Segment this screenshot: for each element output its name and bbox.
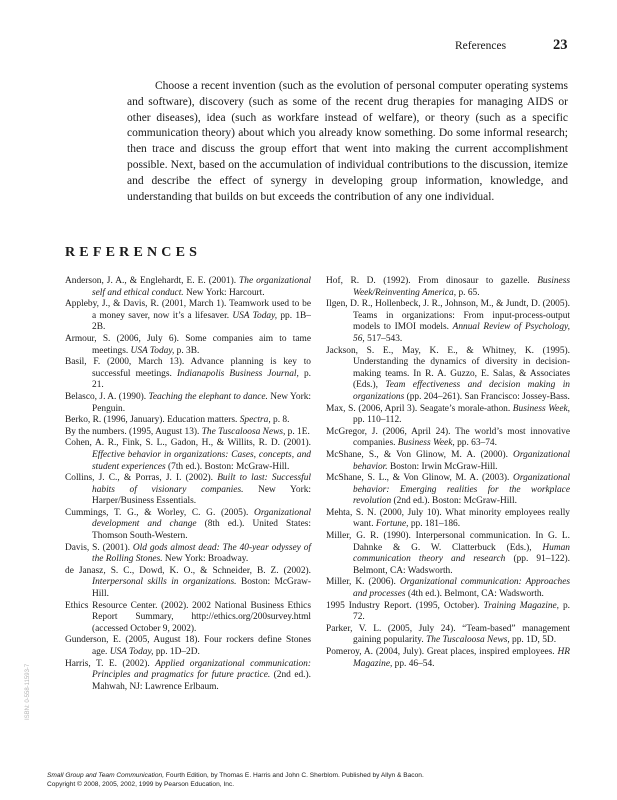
reference-entry <box>326 508 570 531</box>
reference-text: (7th ed.). Boston: McGraw-Hill. <box>165 461 290 472</box>
reference-title: Applied organizational communication: Principles and pragmatics for future practice. <box>92 658 311 681</box>
reference-title: The Tuscaloosa News, <box>201 426 286 437</box>
reference-text: p. 8. <box>270 415 290 426</box>
reference-text: pp. 1D, 5D. <box>509 635 557 646</box>
reference-text: pp. 110–112. <box>353 415 402 426</box>
reference-text: Ethics Resource Center. (2002). 2002 National Business Ethics Report Summary, http://ethics.org/200survey.html (accessed October 9, 2002). <box>65 600 311 634</box>
reference-entry <box>65 392 311 415</box>
reference-text: By the numbers. (1995, August 13). <box>65 426 202 437</box>
reference-text: 1995 Industry Report. (1995, October). <box>326 600 484 611</box>
reference-entry <box>65 473 311 508</box>
reference-entry <box>326 473 570 508</box>
reference-title: Effective behavior in organizations: Cases, concepts, and student experiences <box>92 449 311 472</box>
reference-text: McShane, S. L., & Von Glinow, M. A. (2003). <box>326 473 514 484</box>
reference-text: Armour, S. (2006, July 6). Some companies aim to tame meetings. <box>65 333 311 356</box>
reference-text: Cohen, A. R., Fink, S. L., Gadon, H., & Willits, R. D. (2001). <box>65 438 311 449</box>
reference-entry <box>65 276 311 299</box>
reference-text: Ilgen, D. R., Hollenbeck, J. R., Johnson, M., & Jundt, D. (2005). Teams in organizations: From input-process-output models to IMOI models. <box>326 299 570 333</box>
reference-entry <box>326 404 570 427</box>
running-header: References <box>455 40 507 52</box>
reference-entry <box>65 334 311 357</box>
reference-title: Organizational behavior. <box>353 449 570 472</box>
reference-title: Business Week, <box>397 438 455 449</box>
reference-title: The Tuscaloosa News, <box>426 635 510 646</box>
reference-entry <box>65 601 311 636</box>
footer-copyright: Copyright © 2008, 2005, 2002, 1999 by Pearson Education, Inc. <box>47 780 235 788</box>
reference-entry <box>326 276 570 299</box>
reference-text: McShane, S., & Von Glinow, M. A. (2000). <box>326 449 514 460</box>
reference-text: New York: Harcourt. <box>183 287 265 298</box>
references-heading: REFERENCES <box>65 245 202 260</box>
reference-entry <box>65 635 311 658</box>
reference-entry <box>326 299 570 345</box>
reference-entry <box>326 647 570 670</box>
reference-entry <box>326 531 570 577</box>
reference-title: Organizational behavior: Emerging realities for the workplace revolution <box>353 473 570 507</box>
reference-title: Human communication theory and research <box>353 542 570 565</box>
reference-title: Training Magazine, <box>483 600 560 611</box>
reference-text: (2nd ed.). Mahwah, NJ: Lawrence Erlbaum. <box>92 670 311 692</box>
reference-text: Harris, T. E. (2002). <box>65 658 156 669</box>
reference-text: New York: Harper/Business Essentials. <box>92 484 311 507</box>
reference-title: Organizational development and change <box>92 507 311 530</box>
reference-entry <box>326 624 570 647</box>
reference-text: Davis, S. (2001). <box>65 542 133 553</box>
reference-text: Pomeroy, A. (2004, July). Great places, inspired employees. <box>326 647 558 657</box>
reference-text: Jackson, S. E., May, K. E., & Whitney, K. (1995). Understanding the dynamics of diversity in decision-making teams. In R. A. Guzzo, E. Salas, & Associates (Eds.), <box>326 345 570 391</box>
reference-title: Organizational communication: Approaches and processes <box>353 577 570 600</box>
reference-text: Mehta, S. N. (2000, July 10). What minority employees really want. <box>326 507 570 530</box>
reference-title: USA Today, <box>109 647 154 657</box>
reference-text: Miller, K. (2006). <box>326 577 400 588</box>
reference-text: Cummings, T. G., & Worley, C. G. (2005). <box>65 507 255 518</box>
reference-title: USA Today, <box>232 310 278 321</box>
reference-text: 517–543. <box>364 333 403 344</box>
reference-title: Business Week, <box>512 403 571 414</box>
reference-entry <box>326 601 570 624</box>
reference-entry <box>326 577 570 600</box>
reference-title: HR Magazine, <box>353 647 570 669</box>
reference-entry <box>65 299 311 334</box>
reference-text: Parker, V. L. (2005, July 24). “Team-based” management gaining popularity. <box>326 623 570 646</box>
reference-entry <box>65 438 311 473</box>
reference-title: Interpersonal skills in organizations. <box>92 577 237 588</box>
reference-text: p. 3B. <box>174 345 200 356</box>
reference-entry <box>65 659 311 694</box>
reference-text: McGregor, J. (2006, April 24). The world’s most innovative companies. <box>326 426 570 449</box>
reference-entry <box>65 508 311 543</box>
reference-title: USA Today, <box>130 345 175 356</box>
reference-entry <box>326 346 570 404</box>
reference-text: de Janasz, S. C., Dowd, K. O., & Schneider, B. Z. (2002). <box>65 565 311 576</box>
reference-text: New York: Broadway. <box>162 554 249 565</box>
footer-book-title: Small Group and Team Communication, <box>47 772 165 779</box>
reference-text: Hof, R. D. (1992). From dinosaur to gazelle. <box>326 276 538 286</box>
reference-title: The organizational self and ethical conduct. <box>92 276 311 298</box>
reference-entry <box>65 357 311 392</box>
reference-text: pp. 63–74. <box>454 438 497 449</box>
reference-title: Teaching the elephant to dance. <box>148 391 268 402</box>
reference-text: p. 21. <box>92 368 312 391</box>
page-number: 23 <box>553 37 568 53</box>
footer-citation <box>47 772 587 781</box>
reference-text: Belasco, J. A. (1990). <box>65 391 149 402</box>
reference-entry <box>326 450 570 473</box>
reference-text: (pp. 204–261). San Francisco: Jossey-Bass. <box>404 391 570 402</box>
reference-text: pp. 181–186. <box>408 519 461 530</box>
reference-entry <box>65 427 311 439</box>
reference-text: Boston: Irwin McGraw-Hill. <box>387 461 498 472</box>
reference-title: Business Week/Reinventing America, <box>353 276 570 298</box>
reference-text: Miller, G. R. (1990). Interpersonal communication. In G. L. Dahnke & G. W. Clatterbuck (Eds.), <box>326 531 570 553</box>
reference-text: Basil, F. (2000, March 13). Advance planning is key to successful meetings. <box>65 357 311 379</box>
reference-text: Berko, R. (1996, January). Education matters. <box>65 415 240 426</box>
reference-title: Old gods almost dead: The 40-year odyssey of the Rolling Stones. <box>92 542 311 565</box>
reference-entry <box>65 543 311 566</box>
reference-text: Max, S. (2006, April 3). Seagate’s morale-athon. <box>326 403 513 414</box>
reference-title: Team effectiveness and decision making in organizations <box>353 380 570 402</box>
reference-text: (4th ed.). Belmont, CA: Wadsworth. <box>405 589 544 600</box>
reference-text: (8th ed.). United States: Thomson South-Western. <box>92 519 311 542</box>
references-left-column <box>65 276 311 693</box>
reference-text: New York: Penguin. <box>92 391 311 414</box>
reference-text: pp. 1D–2D. <box>153 647 200 657</box>
reference-text: pp. 1B–2B. <box>92 310 311 333</box>
reference-text: Anderson, J. A., & Englehardt, E. E. (2001). <box>65 276 240 286</box>
reference-text: p. 1E. <box>285 426 310 437</box>
reference-text: Collins, J. C., & Porras, J. I. (2002). <box>65 473 218 484</box>
reference-text: Gunderson, E. (2005, August 18). Four rockers define Stones age. <box>65 635 311 657</box>
reference-text: p. 65. <box>456 287 480 298</box>
reference-title: Fortune, <box>375 519 409 530</box>
references-right-column <box>326 276 570 670</box>
reference-text: pp. 46–54. <box>392 658 435 669</box>
reference-text: Appleby, J., & Davis, R. (2001, March 1). Teamwork used to be a money saver, now it’s a lifesaver. <box>65 299 311 321</box>
reference-title: Indianapolis Business Journal, <box>176 368 299 379</box>
reference-text: Boston: McGraw-Hill. <box>92 577 311 600</box>
isbn-watermark: ISBN: 0-558-11593-7 <box>25 663 31 720</box>
reference-title: Built to last: Successful habits of visionary companies. <box>92 473 311 495</box>
reference-title: Annual Review of Psychology, 56, <box>353 322 570 344</box>
reference-title: Spectra, <box>239 415 271 426</box>
reference-entry <box>326 427 570 450</box>
reference-entry <box>65 415 311 427</box>
reference-entry <box>65 566 311 601</box>
reference-text: (pp. 91–122). Belmont, CA: Wadsworth. <box>353 554 571 576</box>
reference-text: p. 72. <box>353 600 571 623</box>
exercise-paragraph: Choose a recent invention (such as the evolution of personal computer operating systems and software), discovery (such as some of the recent drug therapies for managing AIDS or other diseases), idea (such as workfare instead of welfare), or theory (such as a specific communication theory) about which you already know something. Do some informal research; then trace and discuss the group effort that went into making the current accomplishment possible. Next, based on the accumulation of individual contributions to the discussion, itemize and describe the effect of synergy in developing group information, knowledge, and understanding that builds on but exceeds the contribution of any one individual. <box>127 80 568 203</box>
reference-text: (2nd ed.). Boston: McGraw-Hill. <box>391 496 517 507</box>
page-footer <box>47 772 587 789</box>
footer-book-details: Fourth Edition, by Thomas E. Harris and John C. Sherblom. Published by Allyn & Bacon. <box>164 772 424 779</box>
